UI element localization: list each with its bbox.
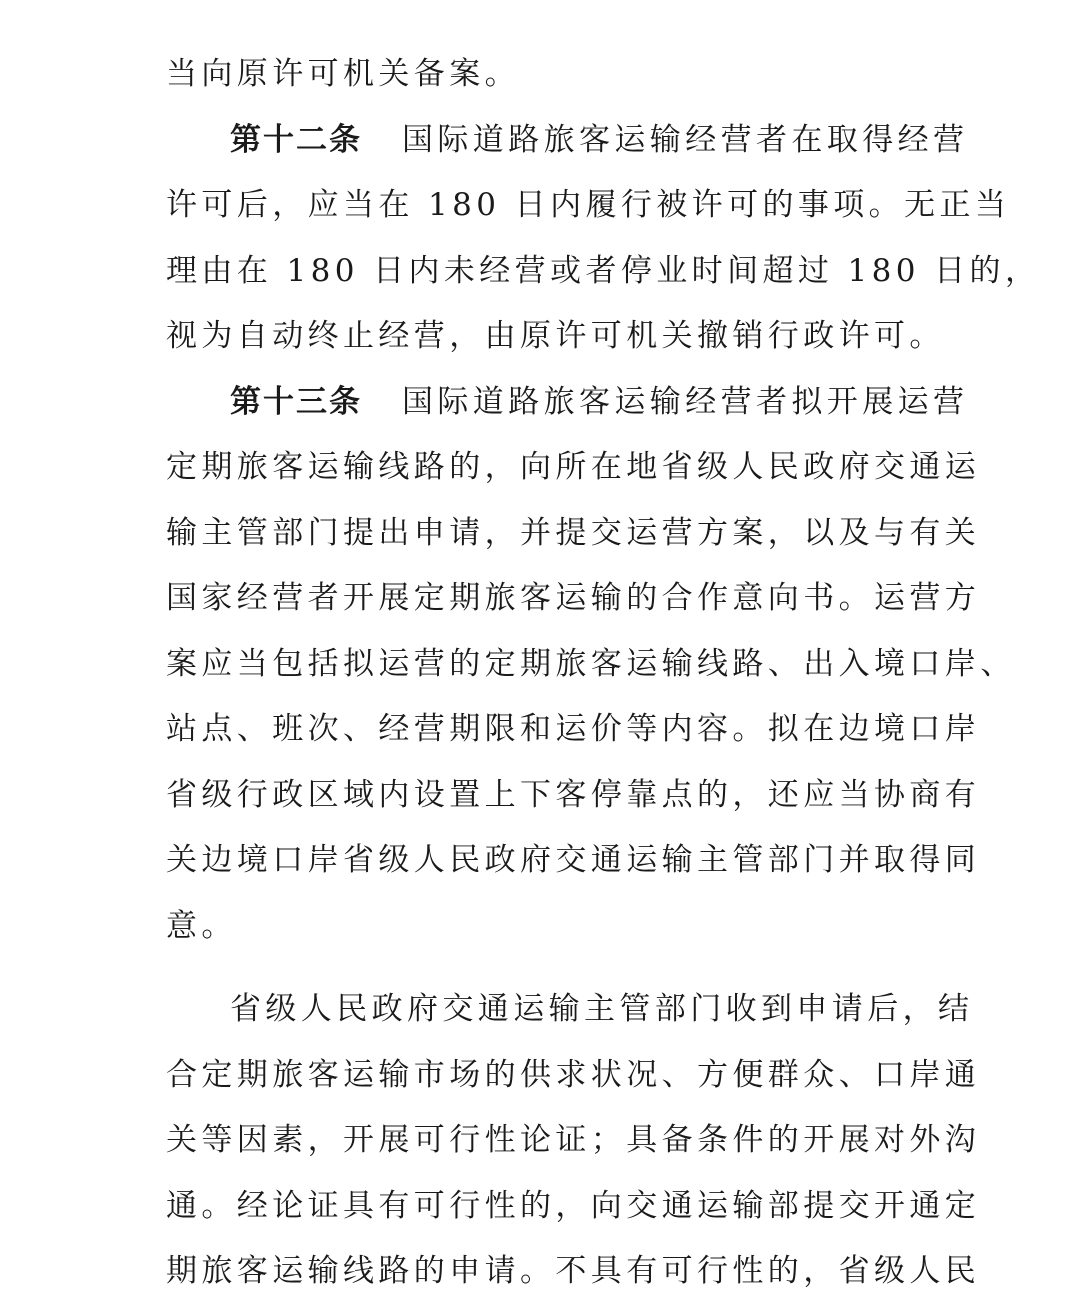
text-line: 当向原许可机关备案。 <box>166 56 520 92</box>
text-line: 关边境口岸省级人民政府交通运输主管部门并取得同 <box>166 842 981 878</box>
text-line: 期旅客运输线路的申请。不具有可行性的，省级人民 <box>166 1253 981 1289</box>
text-line <box>166 108 969 174</box>
text-line: 站点、班次、经营期限和运价等内容。拟在边境口岸 <box>166 711 981 747</box>
text-line: 案应当包括拟运营的定期旅客运输线路、出入境口岸、 <box>166 645 1016 682</box>
article-12 <box>166 108 1041 370</box>
paragraph-gap <box>166 959 916 977</box>
text-line: 省级行政区域内设置上下客停靠点的，还应当协商有 <box>166 776 981 813</box>
text-line: 合定期旅客运输市场的供求状况、方便群众、口岸通 <box>166 1056 981 1093</box>
paragraph-application-review <box>166 977 981 1305</box>
article-13 <box>166 370 1016 960</box>
text-line: 许可后，应当在 180 日内履行被许可的事项。无正当 <box>166 187 1011 223</box>
text-line: 视为自动终止经营，由原许可机关撤销行政许可。 <box>166 318 945 354</box>
text-line: 通。经论证具有可行性的，向交通运输部提交开通定 <box>166 1187 981 1224</box>
text-line: 定期旅客运输线路的，向所在地省级人民政府交通运 <box>166 449 981 485</box>
paragraph-continuation <box>166 42 916 108</box>
text-line <box>166 370 969 436</box>
article-heading: 第十二条 <box>230 121 362 158</box>
text-line: 国家经营者开展定期旅客运输的合作意向书。运营方 <box>166 580 981 616</box>
article-heading: 第十三条 <box>230 383 362 420</box>
text-line: 理由在 180 日内未经营或者停业时间超过 180 日的， <box>166 252 1041 289</box>
document-page <box>166 42 1041 1305</box>
text-line: 输主管部门提出申请，并提交运营方案，以及与有关 <box>166 514 981 551</box>
article-first-line-text: 国际道路旅客运输经营者拟开展运营 <box>402 383 969 420</box>
article-first-line-text: 国际道路旅客运输经营者在取得经营 <box>402 121 969 158</box>
text-line: 意。 <box>166 907 237 944</box>
text-line: 省级人民政府交通运输主管部门收到申请后，结 <box>230 991 974 1027</box>
text-line: 关等因素，开展可行性论证；具备条件的开展对外沟 <box>166 1122 981 1158</box>
